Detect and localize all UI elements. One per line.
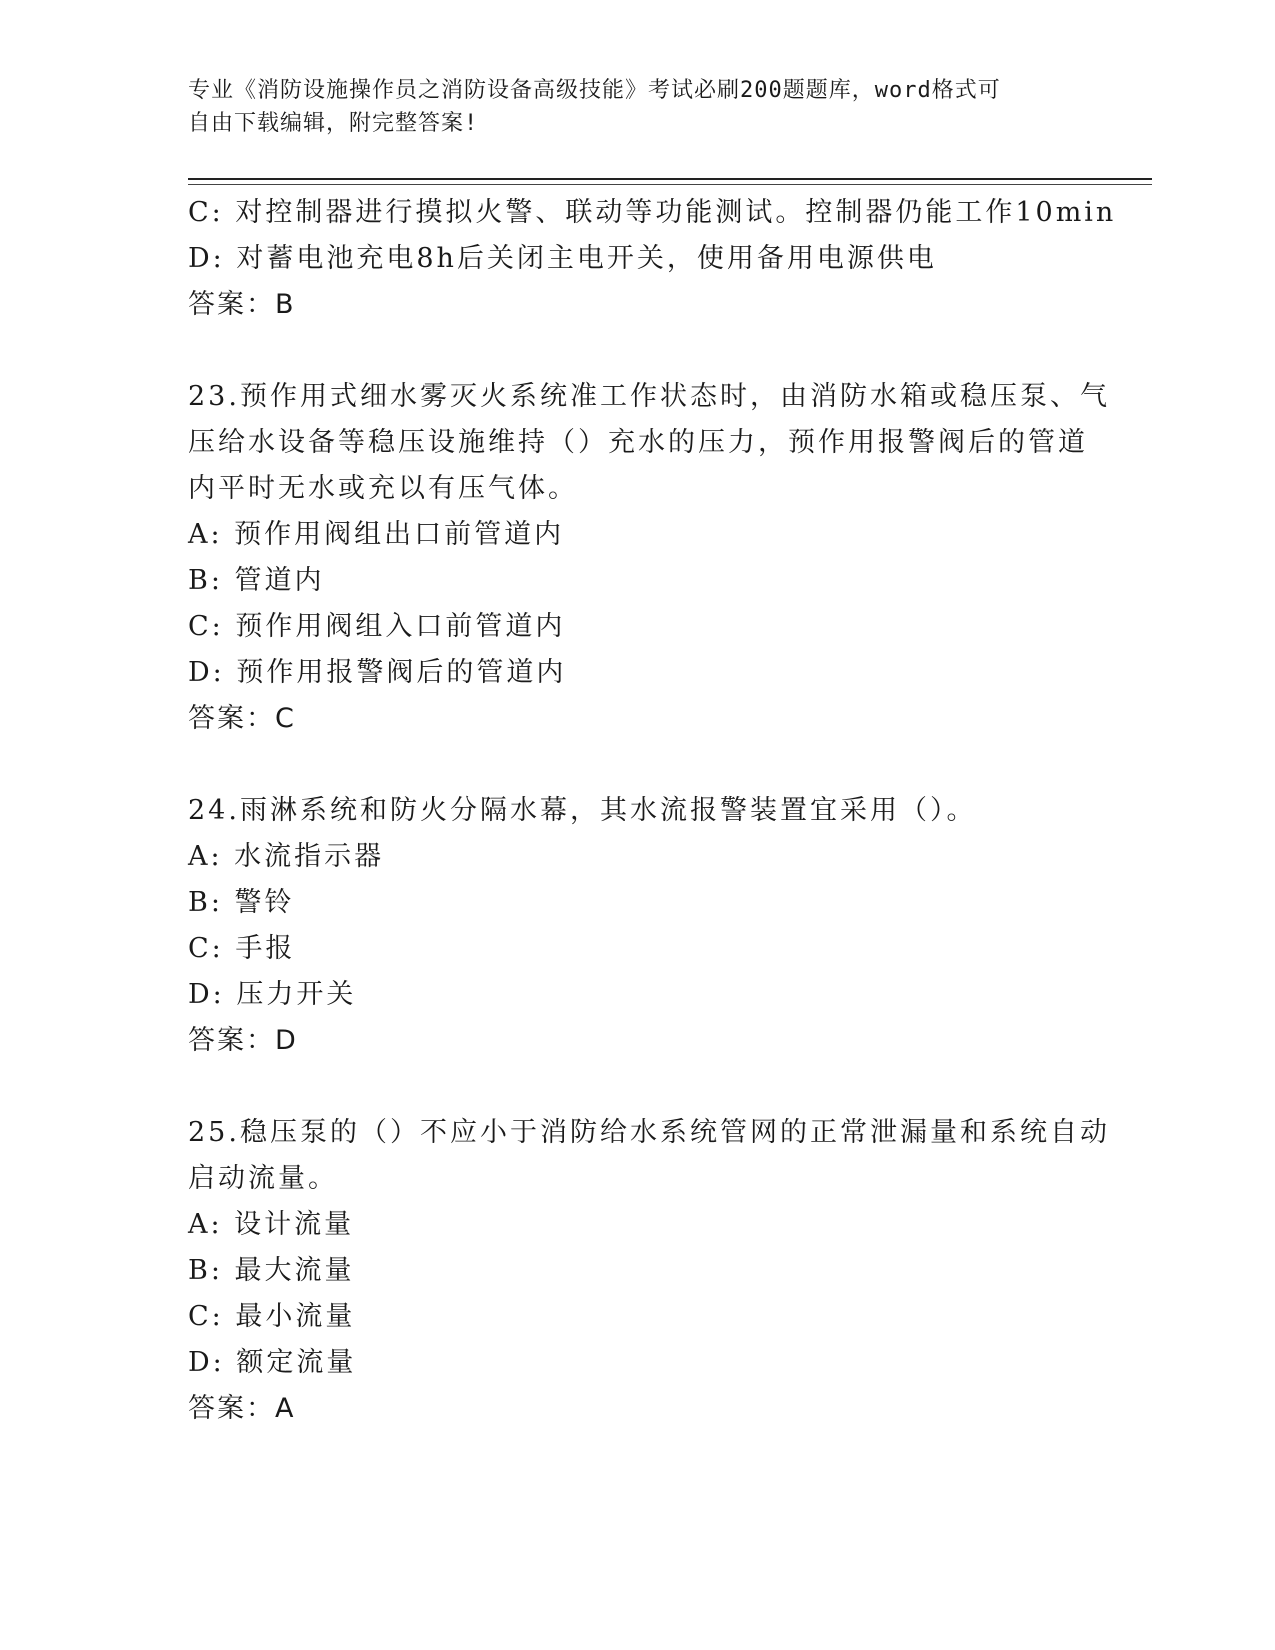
answer-line: 答案：C bbox=[188, 703, 296, 734]
option-a: A: 设计流量 bbox=[188, 1209, 355, 1240]
option-d: D: 对蓄电池充电8h后关闭主电开关，使用备用电源供电 bbox=[188, 243, 937, 274]
question-block-23 bbox=[188, 374, 1110, 742]
question-text-line-2: 启动流量。 bbox=[188, 1163, 338, 1194]
question-block-prev bbox=[188, 190, 1117, 328]
document-header bbox=[188, 74, 1088, 140]
option-c: C: 手报 bbox=[188, 933, 296, 964]
option-c: C: 预作用阀组入口前管道内 bbox=[188, 611, 566, 642]
question-text-line-1: 24.雨淋系统和防火分隔水幕，其水流报警装置宜采用（）。 bbox=[188, 795, 977, 826]
option-a: A: 水流指示器 bbox=[188, 841, 385, 872]
spacer bbox=[188, 742, 1088, 788]
option-b: B: 警铃 bbox=[188, 887, 295, 918]
option-c: C: 对控制器进行摸拟火警、联动等功能测试。控制器仍能工作10min bbox=[188, 197, 1117, 228]
spacer bbox=[188, 328, 1088, 374]
answer-line: 答案：B bbox=[188, 289, 296, 320]
question-text-line-3: 内平时无水或充以有压气体。 bbox=[188, 473, 578, 504]
option-d: D: 压力开关 bbox=[188, 979, 357, 1010]
option-d: D: 预作用报警阀后的管道内 bbox=[188, 657, 567, 688]
option-b: B: 管道内 bbox=[188, 565, 325, 596]
answer-line: 答案：D bbox=[188, 1025, 298, 1056]
header-line-2: 自由下载编辑，附完整答案! bbox=[188, 111, 479, 136]
header-line-1: 专业《消防设施操作员之消防设备高级技能》考试必刷200题题库，word格式可 bbox=[188, 78, 1001, 103]
option-b: B: 最大流量 bbox=[188, 1255, 355, 1286]
header-divider-thin bbox=[188, 184, 1152, 185]
question-text-line-1: 23.预作用式细水雾灭火系统准工作状态时，由消防水箱或稳压泵、气 bbox=[188, 381, 1110, 412]
answer-line: 答案：A bbox=[188, 1393, 296, 1424]
question-block-25 bbox=[188, 1110, 1110, 1432]
spacer bbox=[188, 1064, 1088, 1110]
option-c: C: 最小流量 bbox=[188, 1301, 356, 1332]
question-text-line-1: 25.稳压泵的（）不应小于消防给水系统管网的正常泄漏量和系统自动 bbox=[188, 1117, 1110, 1148]
question-block-24 bbox=[188, 788, 1088, 1064]
question-text-line-2: 压给水设备等稳压设施维持（）充水的压力，预作用报警阀后的管道 bbox=[188, 427, 1088, 458]
question-content bbox=[188, 190, 1117, 1432]
option-d: D: 额定流量 bbox=[188, 1347, 357, 1378]
option-a: A: 预作用阀组出口前管道内 bbox=[188, 519, 565, 550]
header-divider-thick bbox=[188, 178, 1152, 180]
